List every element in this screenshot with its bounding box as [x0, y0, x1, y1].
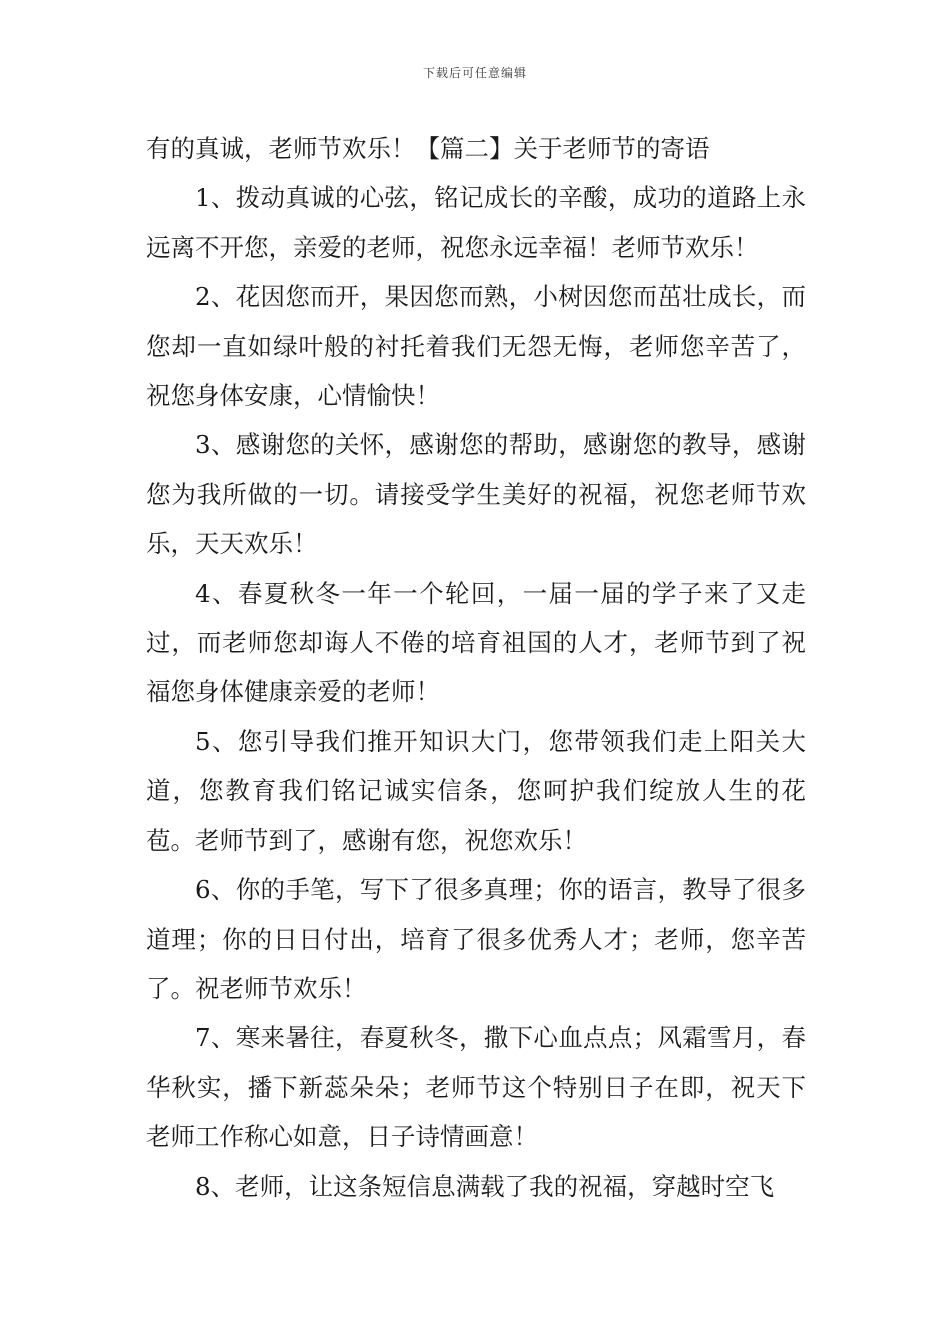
- paragraph-item-5: 5、您引导我们推开知识大门，您带领我们走上阳关大道，您教育我们铭记诚实信条，您呵护我们绽放人生的花苞。老师节到了，感谢有您，祝您欢乐！: [146, 726, 806, 855]
- paragraph-item-2: 2、花因您而开，果因您而熟，小树因您而茁壮成长，而您却一直如绿叶般的衬托着我们无怨无悔，老师您辛苦了，祝您身体安康，心情愉快！: [146, 282, 806, 411]
- paragraph-item-8: 8、老师，让这条短信息满载了我的祝福，穿越时空飞: [195, 1171, 775, 1201]
- document-body: [146, 124, 806, 1211]
- paragraph-item-7: 7、寒来暑往，春夏秋冬，撒下心血点点；风霜雪月，春华秋实，播下新蕊朵朵；老师节这个特别日子在即，祝天下老师工作称心如意，日子诗情画意！: [146, 1023, 806, 1152]
- page-header: 下载后可任意编辑: [422, 66, 527, 80]
- paragraph-item-1: 1、拨动真诚的心弦，铭记成长的辛酸，成功的道路上永远离不开您，亲爱的老师，祝您永远幸福！老师节欢乐！: [146, 183, 806, 262]
- paragraph-item-3: 3、感谢您的关怀，感谢您的帮助，感谢您的教导，感谢您为我所做的一切。请接受学生美好的祝福，祝您老师节欢乐，天天欢乐！: [146, 430, 806, 559]
- paragraph-continuation: 有的真诚，老师节欢乐！【篇二】关于老师节的寄语: [146, 134, 710, 163]
- paragraph-item-4: 4、春夏秋冬一年一个轮回，一届一届的学子来了又走过，而老师您却诲人不倦的培育祖国的人才，老师节到了祝福您身体健康亲爱的老师！: [146, 578, 806, 707]
- paragraph-item-6: 6、你的手笔，写下了很多真理；你的语言，教导了很多道理；你的日日付出，培育了很多优秀人才；老师，您辛苦了。祝老师节欢乐！: [146, 875, 806, 1003]
